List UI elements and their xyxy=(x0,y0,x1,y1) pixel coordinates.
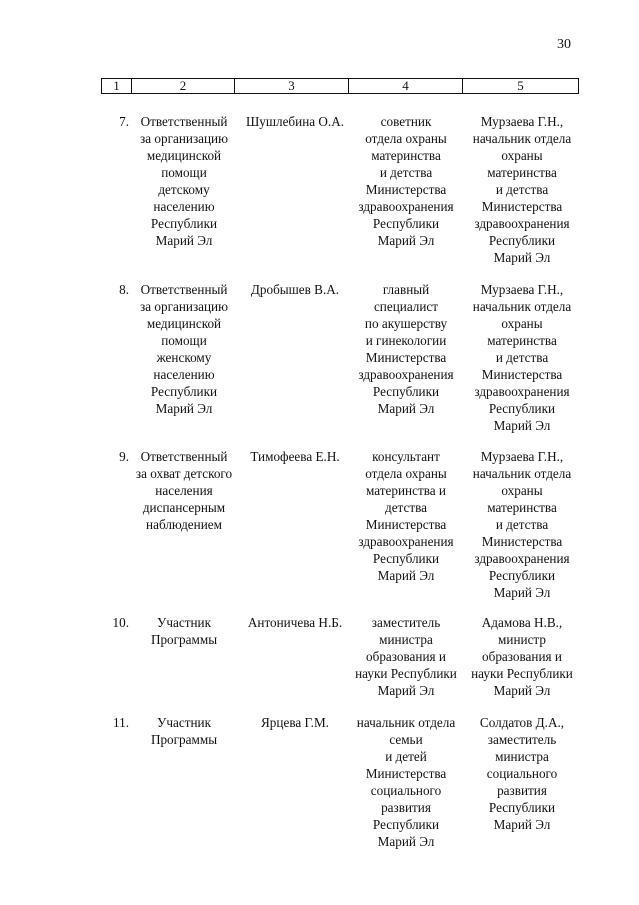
row-position: консультант отдела охраны материнства и детства Министерства здравоохранения Республики Марий Эл xyxy=(358,449,454,583)
page-number: 30 xyxy=(557,37,571,52)
row-number: 8. xyxy=(119,282,129,297)
row-name: Антоничева Н.Б. xyxy=(247,615,343,630)
row-role: Ответственный за организацию медицинской помощи детскому населению Республики Марий Эл xyxy=(140,114,228,248)
row-name: Шушлебина О.А. xyxy=(245,114,345,129)
header-col-2: 2 xyxy=(132,79,235,93)
row-role: Ответственный за охват детского населения диспансерным наблюдением xyxy=(135,449,233,532)
row-supervisor: Мурзаева Г.Н., начальник отдела охраны материнства и детства Министерства здравоохранения Республики Марий Эл xyxy=(472,114,572,265)
row-name: Ярцева Г.М. xyxy=(261,715,329,730)
row-number: 10. xyxy=(112,615,129,630)
table-header-row xyxy=(101,78,579,94)
header-col-5: 5 xyxy=(517,78,524,93)
row-number: 9. xyxy=(119,449,129,464)
header-col-1: 1 xyxy=(102,79,132,93)
row-number: 7. xyxy=(119,114,129,129)
row-role: Ответственный за организацию медицинской помощи женскому населению Республики Марий Эл xyxy=(140,282,228,416)
header-col-3: 3 xyxy=(235,79,349,93)
row-position: главный специалист по акушерству и гинекологии Министерства здравоохранения Республики Марий Эл xyxy=(358,282,454,416)
row-role: Участник Программы xyxy=(150,715,218,747)
row-position: начальник отдела семьи и детей Министерства социального развития Республики Марий Эл xyxy=(356,715,456,849)
row-position: заместитель министра образования и науки Республики Марий Эл xyxy=(355,615,457,698)
row-name: Тимофеева Е.Н. xyxy=(250,449,340,464)
row-supervisor: Мурзаева Г.Н., начальник отдела охраны материнства и детства Министерства здравоохранения Республики Марий Эл xyxy=(472,449,572,600)
row-number: 11. xyxy=(113,715,129,730)
row-name: Дробышев В.А. xyxy=(250,282,340,297)
header-col-4: 4 xyxy=(349,79,463,93)
row-supervisor: Солдатов Д.А., заместитель министра социального развития Республики Марий Эл xyxy=(479,715,565,832)
row-position: советник отдела охраны материнства и детства Министерства здравоохранения Республики Марий Эл xyxy=(358,114,454,248)
row-supervisor: Адамова Н.В., министр образования и науки Республики Марий Эл xyxy=(471,615,573,698)
row-role: Участник Программы xyxy=(150,615,218,647)
row-supervisor: Мурзаева Г.Н., начальник отдела охраны материнства и детства Министерства здравоохранения Республики Марий Эл xyxy=(472,282,572,433)
